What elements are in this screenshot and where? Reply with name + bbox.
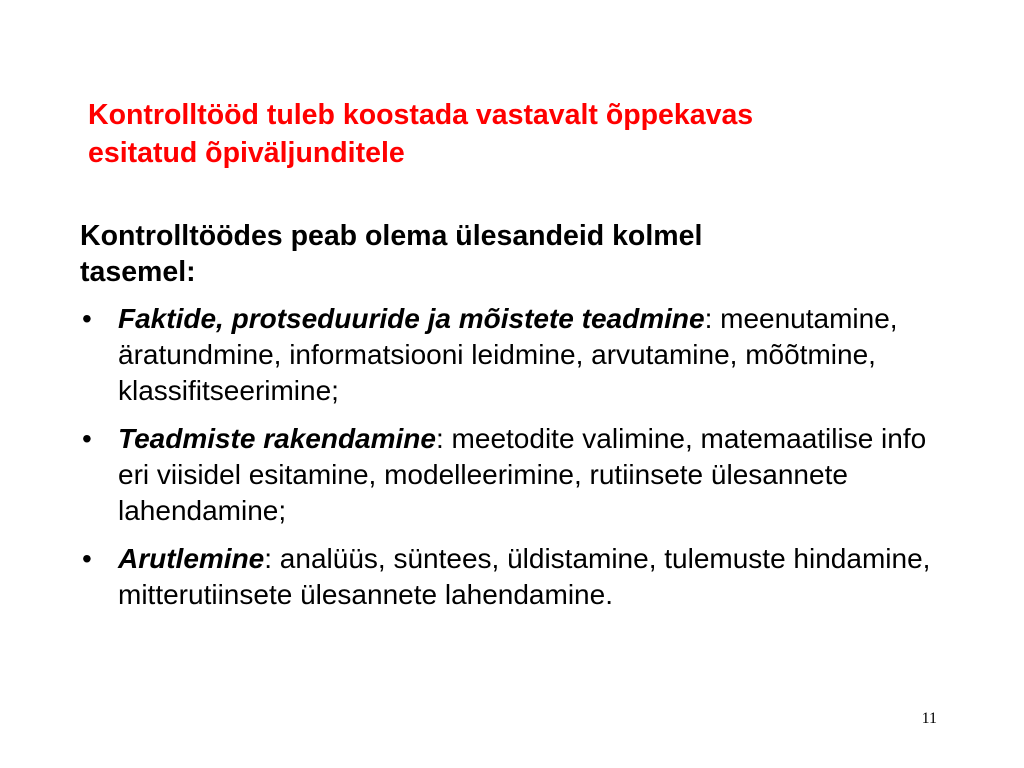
bullet-item-knowledge [80, 301, 960, 409]
bullet-description: analüüs, süntees, üldistamine, tulemuste hindamine, mitterutiinsete ülesannete lahendamine. [118, 543, 931, 610]
bullet-separator: : [264, 543, 273, 574]
intro-text: Kontrolltöödes peab olema ülesandeid kolmel tasemel: [80, 220, 703, 288]
bullet-term: Arutlemine [118, 543, 265, 574]
bullet-item-application [80, 421, 960, 529]
slide-title: Kontrolltööd tuleb koostada vastavalt õppekavas esitatud õpiväljunditele [88, 99, 754, 169]
bullet-term: Teadmiste rakendamine [118, 423, 436, 454]
bullet-separator: : [704, 303, 713, 334]
page-number: 11 [921, 710, 937, 727]
bullet-icon: • [82, 423, 92, 454]
bullet-icon: • [82, 543, 92, 574]
bullet-term: Faktide, protseduuride ja mõistete teadmine [118, 303, 705, 334]
bullet-list [80, 301, 960, 613]
slide-content [80, 218, 960, 625]
bullet-item-reasoning [80, 541, 960, 613]
bullet-description: meenutamine, äratundmine, informatsiooni leidmine, arvutamine, mõõtmine, klassifitseerimine; [118, 303, 898, 406]
bullet-icon: • [82, 303, 92, 334]
bullet-separator: : [435, 423, 444, 454]
bullet-description: meetodite valimine, matemaatilise info eri viisidel esitamine, modelleerimine, rutiinsete ülesannete lahendamine; [118, 423, 927, 526]
